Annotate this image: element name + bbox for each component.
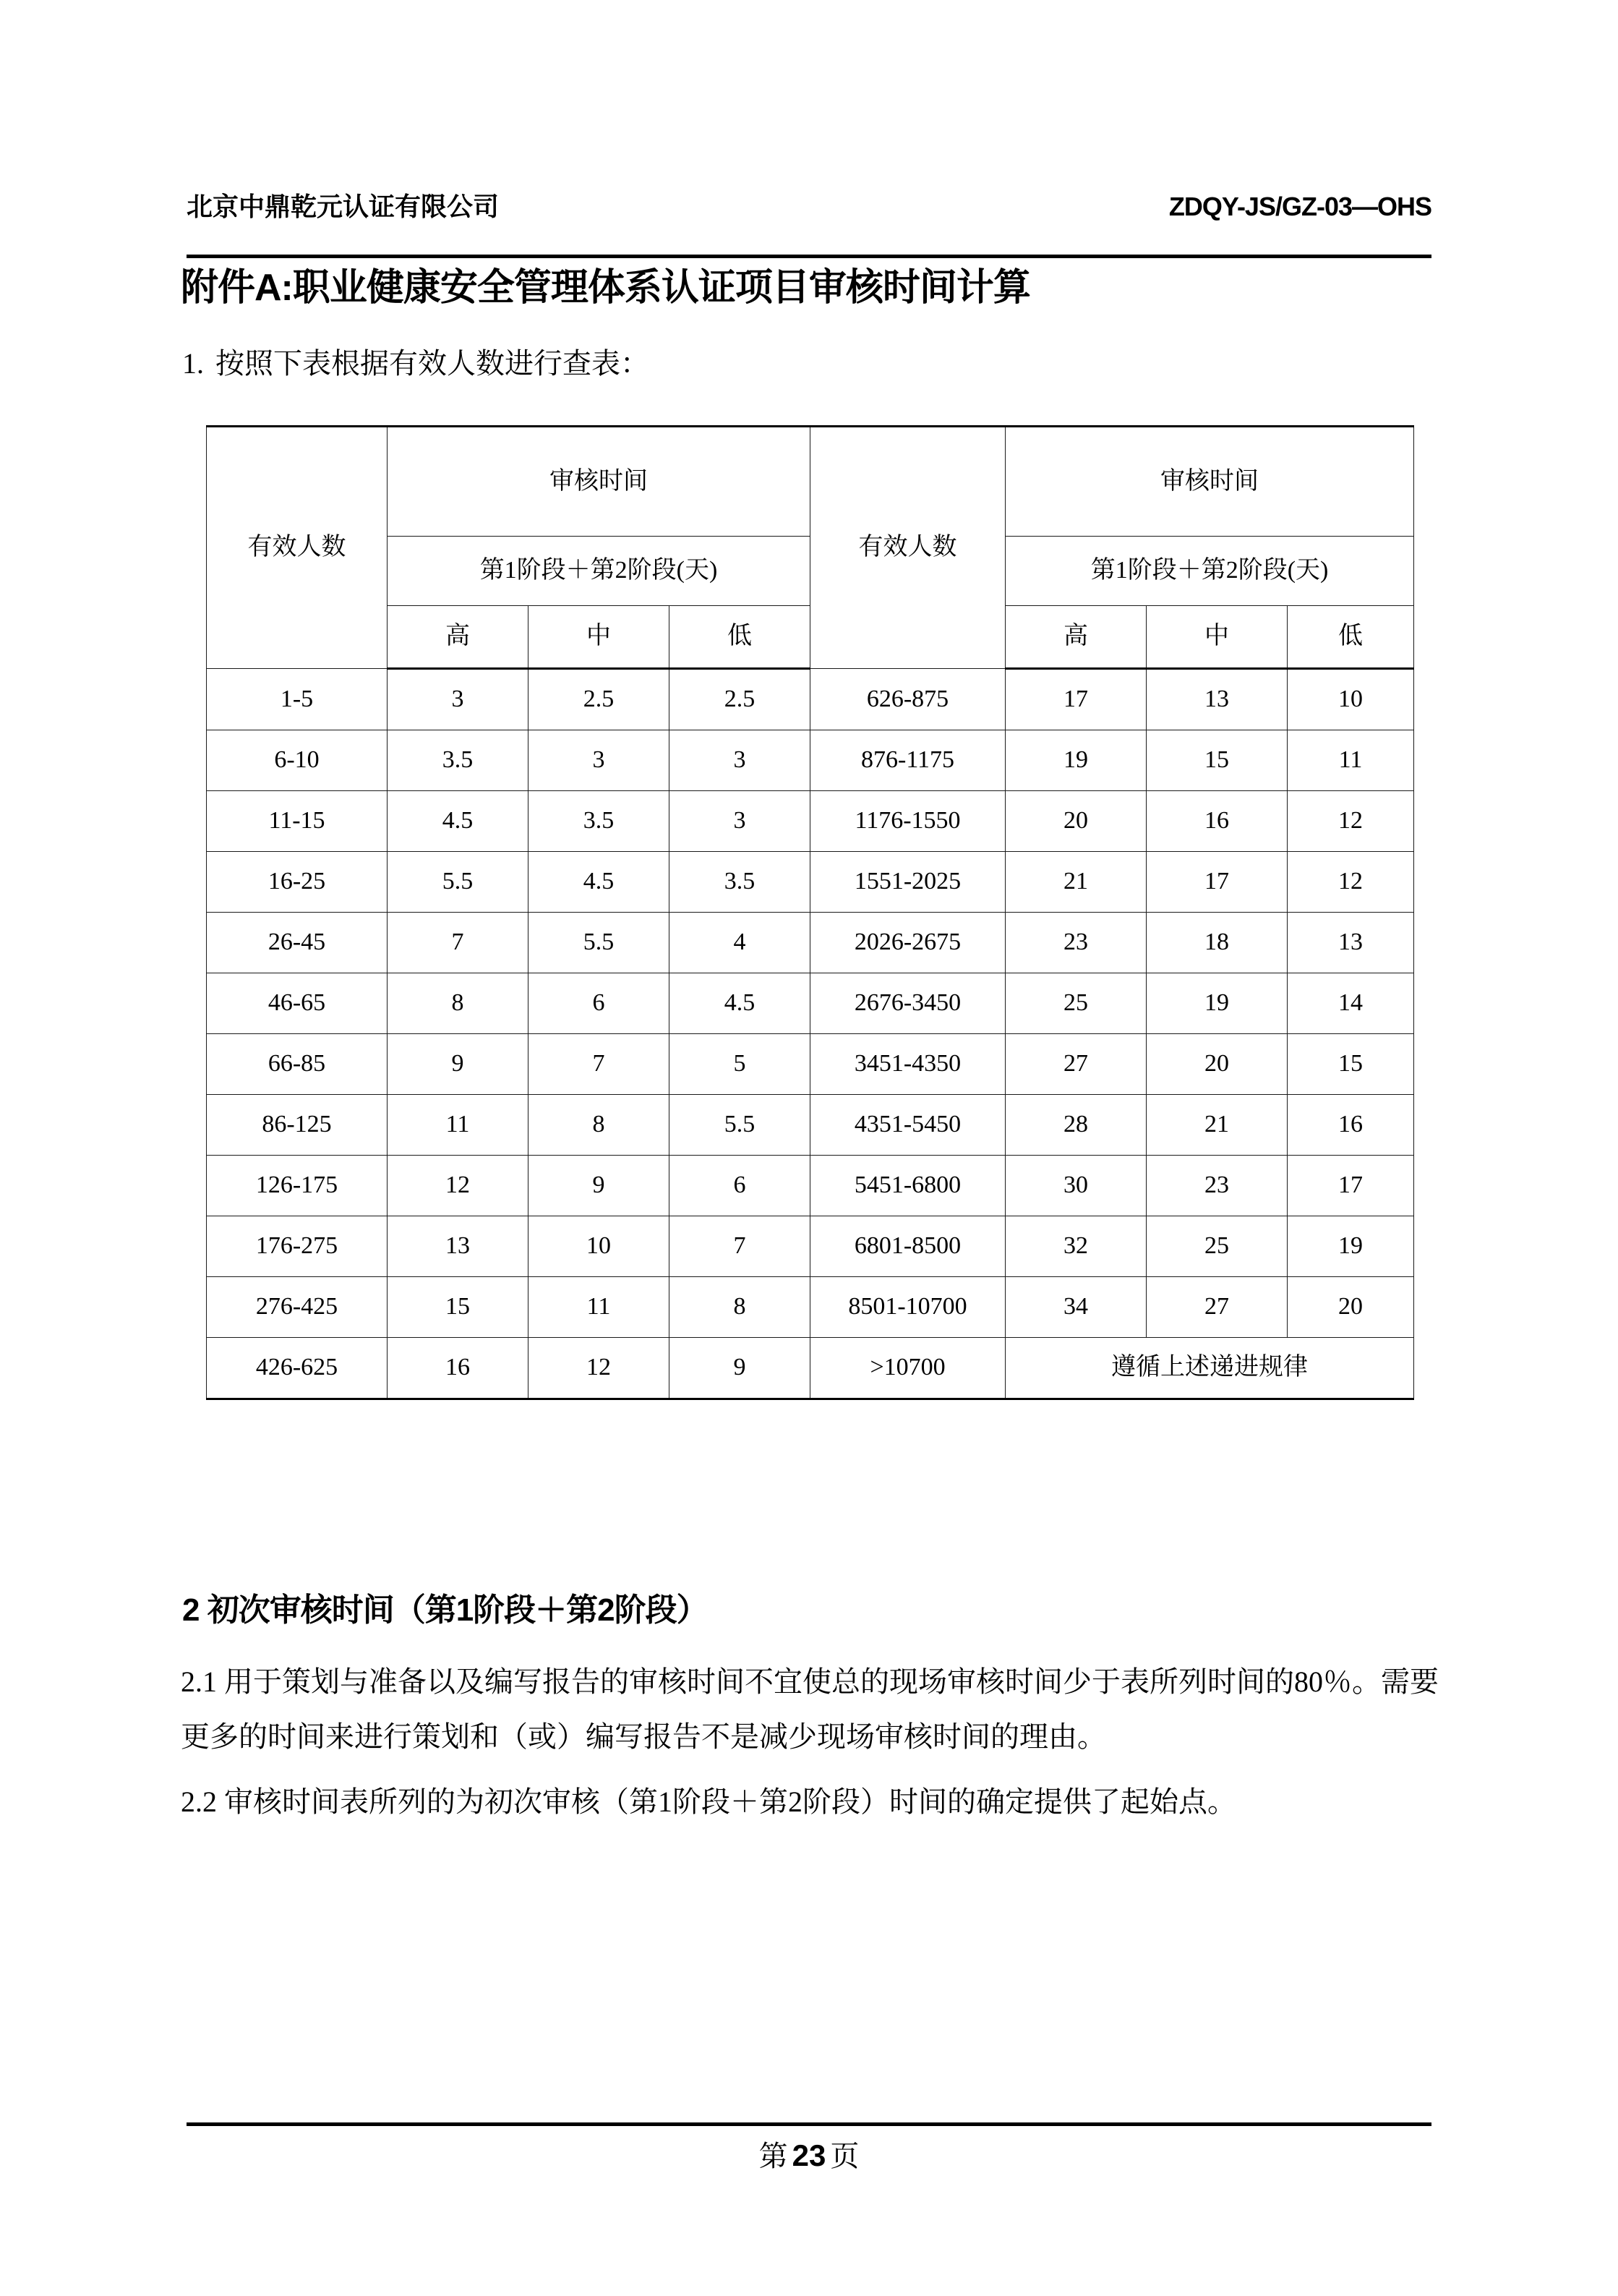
- cell-mid-right: 18: [1147, 913, 1288, 973]
- cell-low-left: 7: [669, 1216, 810, 1277]
- header-cell-mid-right: 中: [1147, 606, 1288, 669]
- cell-high-left: 5.5: [388, 852, 528, 913]
- cell-people-right: 2676-3450: [810, 973, 1006, 1034]
- cell-low-right: 11: [1288, 730, 1414, 791]
- table-row: [207, 1156, 1414, 1216]
- header-cell-high-right: 高: [1006, 606, 1147, 669]
- paragraph-2-2: 2.2 审核时间表所列的为初次审核（第1阶段＋第2阶段）时间的确定提供了起始点。: [181, 1785, 1236, 1818]
- cell-low-right: 17: [1288, 1156, 1414, 1216]
- table-row: [207, 852, 1414, 913]
- cell-people-right: 2026-2675: [810, 913, 1006, 973]
- header-cell-stage-sum-left: 第1阶段＋第2阶段(天): [388, 537, 810, 606]
- cell-people-left: 86-125: [207, 1095, 388, 1156]
- cell-mid-left: 6: [528, 973, 669, 1034]
- cell-low-left: 5: [669, 1034, 810, 1095]
- footer-suffix: 页: [830, 2140, 860, 2172]
- cell-people-left: 26-45: [207, 913, 388, 973]
- cell-people-left: 176-275: [207, 1216, 388, 1277]
- lead-in-number: 1.: [182, 347, 204, 380]
- cell-high-left: 15: [388, 1277, 528, 1338]
- cell-mid-left: 3.5: [528, 791, 669, 852]
- cell-high-right: 32: [1006, 1216, 1147, 1277]
- cell-people-right: 8501-10700: [810, 1277, 1006, 1338]
- table-row: [207, 1277, 1414, 1338]
- cell-high-right: 21: [1006, 852, 1147, 913]
- header-cell-low-right: 低: [1288, 606, 1414, 669]
- paragraph-2-1: 2.1 用于策划与准备以及编写报告的审核时间不宜使总的现场审核时间少于表所列时间的80％。需要更多的时间来进行策划和（或）编写报告不是减少现场审核时间的理由。: [181, 1665, 1439, 1753]
- cell-mid-left: 9: [528, 1156, 669, 1216]
- lead-in-line: [182, 345, 649, 383]
- cell-high-left: 12: [388, 1156, 528, 1216]
- section-2-heading: 2 初次审核时间（第1阶段＋第2阶段）: [182, 1592, 708, 1628]
- cell-high-right: 25: [1006, 973, 1147, 1034]
- cell-high-left: 3: [388, 669, 528, 730]
- footer-prefix: 第: [758, 2140, 788, 2172]
- cell-people-left: 426-625: [207, 1338, 388, 1399]
- cell-low-left: 4: [669, 913, 810, 973]
- cell-high-right: 20: [1006, 791, 1147, 852]
- cell-people-left: 46-65: [207, 973, 388, 1034]
- cell-people-right: 3451-4350: [810, 1034, 1006, 1095]
- cell-people-left: 16-25: [207, 852, 388, 913]
- cell-mid-left: 2.5: [528, 669, 669, 730]
- cell-high-right: 17: [1006, 669, 1147, 730]
- cell-mid-right: 25: [1147, 1216, 1288, 1277]
- cell-high-left: 9: [388, 1034, 528, 1095]
- audit-time-table: [206, 425, 1414, 1400]
- header-cell-mid-left: 中: [528, 606, 669, 669]
- header-company-name: 北京中鼎乾元认证有限公司: [187, 192, 500, 221]
- table-row: [207, 973, 1414, 1034]
- cell-people-right: 1176-1550: [810, 791, 1006, 852]
- header-cell-people-right: 有效人数: [810, 427, 1006, 669]
- cell-mid-right: 19: [1147, 973, 1288, 1034]
- header-cell-low-left: 低: [669, 606, 810, 669]
- cell-high-left: 8: [388, 973, 528, 1034]
- cell-people-right: 4351-5450: [810, 1095, 1006, 1156]
- cell-people-left: 1-5: [207, 669, 388, 730]
- cell-people-right: 6801-8500: [810, 1216, 1006, 1277]
- running-header: [187, 187, 1431, 223]
- cell-low-right: 12: [1288, 791, 1414, 852]
- cell-high-left: 16: [388, 1338, 528, 1399]
- cell-high-right: 28: [1006, 1095, 1147, 1156]
- table-row: [207, 730, 1414, 791]
- cell-mid-left: 3: [528, 730, 669, 791]
- cell-people-right: >10700: [810, 1338, 1006, 1399]
- cell-progression-note: 遵循上述递进规律: [1006, 1338, 1414, 1399]
- footer-page-indicator: [0, 2133, 1618, 2175]
- cell-people-left: 126-175: [207, 1156, 388, 1216]
- cell-people-left: 66-85: [207, 1034, 388, 1095]
- table-row: [207, 791, 1414, 852]
- cell-high-right: 30: [1006, 1156, 1147, 1216]
- cell-people-right: 5451-6800: [810, 1156, 1006, 1216]
- cell-mid-right: 15: [1147, 730, 1288, 791]
- table-row-last: [207, 1338, 1414, 1399]
- cell-low-left: 5.5: [669, 1095, 810, 1156]
- header-divider-rule: [187, 255, 1431, 258]
- cell-mid-right: 23: [1147, 1156, 1288, 1216]
- cell-low-right: 20: [1288, 1277, 1414, 1338]
- cell-mid-left: 4.5: [528, 852, 669, 913]
- header-cell-stage-sum-right: 第1阶段＋第2阶段(天): [1006, 537, 1414, 606]
- table-header-row-1: [207, 427, 1414, 537]
- table-row: [207, 913, 1414, 973]
- table-row: [207, 669, 1414, 730]
- cell-low-left: 3.5: [669, 852, 810, 913]
- cell-mid-left: 11: [528, 1277, 669, 1338]
- page-title: 附件A:职业健康安全管理体系认证项目审核时间计算: [181, 267, 1030, 309]
- header-cell-audit-time-right: 审核时间: [1006, 427, 1414, 537]
- cell-low-right: 15: [1288, 1034, 1414, 1095]
- cell-low-right: 16: [1288, 1095, 1414, 1156]
- cell-mid-right: 20: [1147, 1034, 1288, 1095]
- cell-low-right: 10: [1288, 669, 1414, 730]
- cell-people-right: 626-875: [810, 669, 1006, 730]
- cell-high-right: 23: [1006, 913, 1147, 973]
- cell-low-right: 12: [1288, 852, 1414, 913]
- cell-high-right: 27: [1006, 1034, 1147, 1095]
- cell-high-right: 34: [1006, 1277, 1147, 1338]
- cell-low-left: 3: [669, 730, 810, 791]
- cell-high-left: 3.5: [388, 730, 528, 791]
- cell-people-left: 276-425: [207, 1277, 388, 1338]
- audit-time-table-wrapper: [206, 425, 1413, 1400]
- cell-low-right: 13: [1288, 913, 1414, 973]
- cell-people-right: 1551-2025: [810, 852, 1006, 913]
- cell-low-left: 9: [669, 1338, 810, 1399]
- cell-people-right: 876-1175: [810, 730, 1006, 791]
- cell-low-left: 3: [669, 791, 810, 852]
- section-2-body: [181, 1655, 1439, 1830]
- cell-mid-left: 5.5: [528, 913, 669, 973]
- cell-high-left: 11: [388, 1095, 528, 1156]
- header-document-code: ZDQY-JS/GZ-03—OHS: [1168, 192, 1431, 221]
- cell-low-left: 6: [669, 1156, 810, 1216]
- cell-low-left: 2.5: [669, 669, 810, 730]
- cell-low-right: 14: [1288, 973, 1414, 1034]
- footer-divider-rule: [187, 2122, 1431, 2126]
- cell-high-right: 19: [1006, 730, 1147, 791]
- header-cell-audit-time-left: 审核时间: [388, 427, 810, 537]
- cell-mid-left: 10: [528, 1216, 669, 1277]
- cell-high-left: 7: [388, 913, 528, 973]
- cell-mid-left: 7: [528, 1034, 669, 1095]
- cell-people-left: 6-10: [207, 730, 388, 791]
- cell-mid-right: 16: [1147, 791, 1288, 852]
- cell-mid-right: 21: [1147, 1095, 1288, 1156]
- cell-high-left: 13: [388, 1216, 528, 1277]
- cell-low-left: 4.5: [669, 973, 810, 1034]
- table-row: [207, 1216, 1414, 1277]
- cell-low-left: 8: [669, 1277, 810, 1338]
- cell-mid-left: 8: [528, 1095, 669, 1156]
- cell-mid-right: 13: [1147, 669, 1288, 730]
- cell-low-right: 19: [1288, 1216, 1414, 1277]
- cell-mid-right: 27: [1147, 1277, 1288, 1338]
- header-cell-high-left: 高: [388, 606, 528, 669]
- cell-mid-left: 12: [528, 1338, 669, 1399]
- cell-high-left: 4.5: [388, 791, 528, 852]
- lead-in-text: 按照下表根据有效人数进行查表：: [215, 347, 649, 380]
- footer-page-number: 23: [792, 2138, 826, 2172]
- table-row: [207, 1095, 1414, 1156]
- cell-mid-right: 17: [1147, 852, 1288, 913]
- header-cell-people-left: 有效人数: [207, 427, 388, 669]
- cell-people-left: 11-15: [207, 791, 388, 852]
- table-row: [207, 1034, 1414, 1095]
